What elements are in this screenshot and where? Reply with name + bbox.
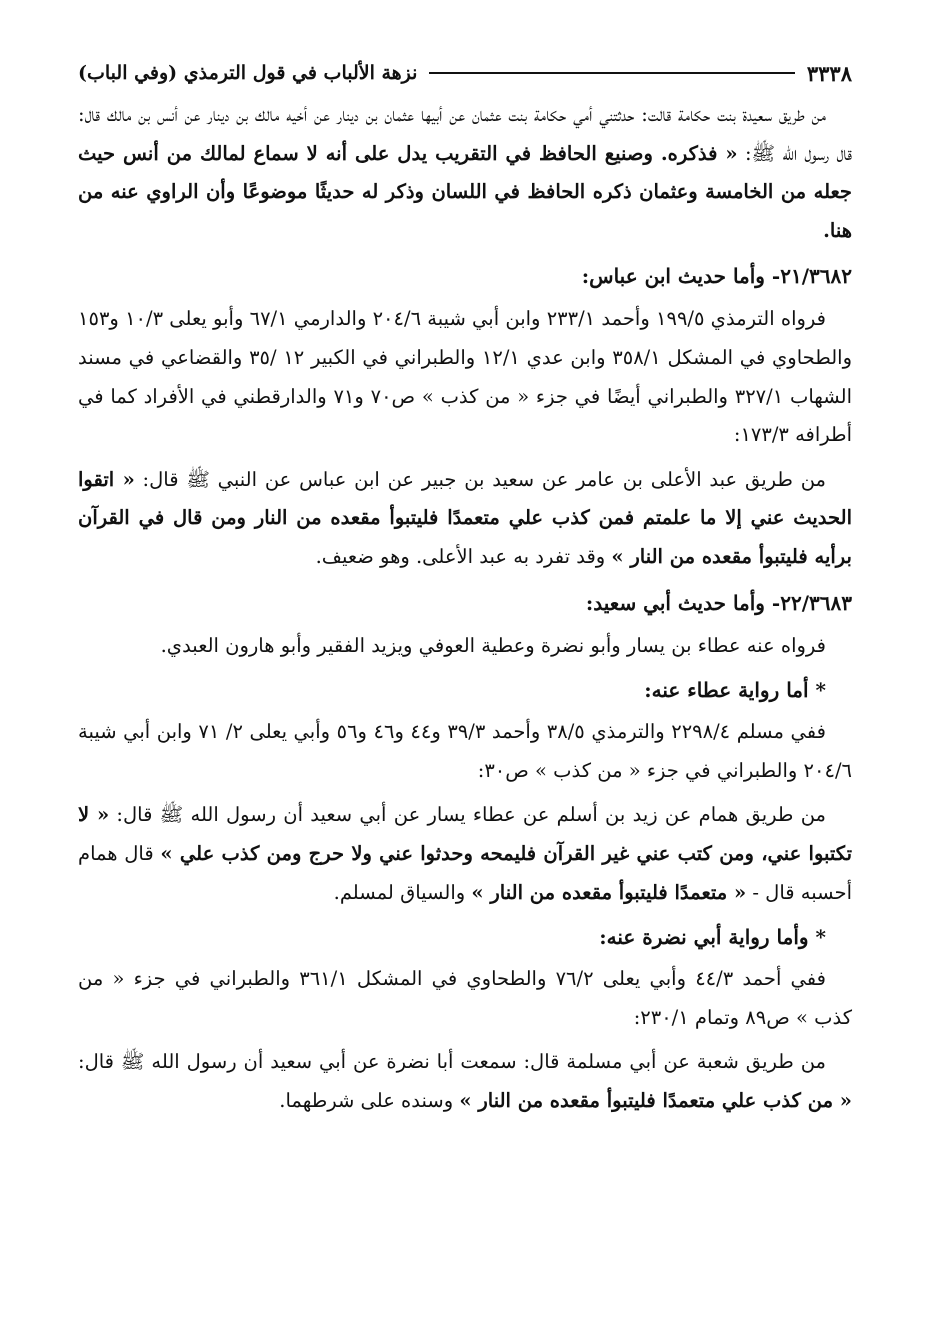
page-number: ٣٣٣٨ <box>806 60 852 86</box>
page <box>78 56 852 1296</box>
paragraph-6 <box>78 796 852 912</box>
paragraph-3-tail: وقد تفرد به عبد الأعلى. وهو ضعيف. <box>315 544 612 568</box>
paragraph-8-quote: « من كذب علي متعمدًا فليتبوأ مقعده من النار » <box>459 1088 852 1112</box>
paragraph-3 <box>78 461 852 577</box>
paragraph-5: ففي مسلم ٢٢٩٨/٤ والترمذي ٣٨/٥ وأحمد ٣٩/٣ و٤٤ و٤٦ و٥٦ وأبي يعلى ٢/ ٧١ وابن أبي شيبة ٢٠٤/٦ والطبراني في جزء « من كذب » ص٣٠: <box>78 720 852 782</box>
paragraph-3-text: من طريق عبد الأعلى بن عامر عن سعيد بن جبير عن ابن عباس عن النبي ﷺ قال: <box>142 467 826 491</box>
paragraph-1-text: من طريق سعيدة بنت حكامة قالت: حدثتني أمي حكامة بنت عثمان عن أبيها عثمان بن دينار عن أخيه مالك بن دينار عن أنس بن مالك قال: قال رسول الله ﷺ: <box>78 103 853 165</box>
header-rule <box>429 72 794 74</box>
paragraph-8-text: من طريق شعبة عن أبي مسلمة قال: سمعت أبا نضرة عن أبي سعيد أن رسول الله ﷺ قال: <box>78 1050 826 1074</box>
subheading-abi-nadra: * وأما رواية أبي نضرة عنه: <box>599 925 826 950</box>
subheading-ata: * أما رواية عطاء عنه: <box>644 678 826 703</box>
paragraph-1 <box>78 96 852 250</box>
paragraph-8 <box>78 1043 852 1120</box>
page-body <box>78 96 852 1120</box>
paragraph-6-mid: قال همام أحسبه قال - <box>78 841 852 904</box>
paragraph-4: فرواه عنه عطاء بن يسار وأبو نضرة وعطية العوفي ويزيد الفقير وأبو هارون العبدي. <box>160 633 826 657</box>
paragraph-7: ففي أحمد ٤٤/٣ وأبي يعلى ٧٦/٢ والطحاوي في المشكل ٣٦١/١ والطبراني في جزء « من كذب » ص٨٩ وتمام ٢٣٠/١: <box>78 967 852 1029</box>
heading-abi-said: ٢٢/٣٦٨٣- وأما حديث أبي سعيد: <box>585 590 852 615</box>
paragraph-2: فرواه الترمذي ١٩٩/٥ وأحمد ٢٣٣/١ وابن أبي شيبة ٢٠٤/٦ والدارمي ٦٧/١ وأبو يعلى ١٠/٣ و١٥٣ والطحاوي في المشكل ٣٥٨/١ وابن عدي ١٢/١ والطبراني في الكبير ١٢ /٣٥ والقضاعي في مسند الشهاب ٣٢٧/١ والطبراني أيضًا في جزء « من كذب » ص٧٠ و٧١ والدارقطني في الأفراد كما في أطرافه ١٧٣/٣: <box>78 307 853 447</box>
page-header <box>78 56 852 90</box>
paragraph-6-quote-2: « متعمدًا فليتبوأ مقعده من النار » <box>471 880 747 904</box>
paragraph-6-quote: « لا تكتبوا عني، ومن كتب عني غير القرآن فليمحه وحدثوا عني ولا حرج ومن كذب علي » <box>78 803 853 865</box>
paragraph-1-quote: « فذكره. وصنيع الحافظ في التقريب يدل على أنه لا سماع لمالك من أنس حيث جعله من الخامسة وعثمان ذكره الحافظ في اللسان وذكر له حديثًا موضوعًا وأن الراوي عنه من هنا. <box>78 141 852 242</box>
heading-ibn-abbas: ٢١/٣٦٨٢- وأما حديث ابن عباس: <box>581 264 852 289</box>
paragraph-6-tail: والسياق لمسلم. <box>333 880 472 904</box>
paragraph-6-text: من طريق همام عن زيد بن أسلم عن عطاء يسار عن أبي سعيد أن رسول الله ﷺ قال: <box>116 803 826 827</box>
paragraph-8-tail: وسنده على شرطهما. <box>279 1088 460 1112</box>
running-title: نزهة الألباب في قول الترمذي (وفي الباب) <box>78 62 418 84</box>
paragraph-3-quote: « اتقوا الحديث عني إلا ما علمتم فمن كذب علي متعمدًا فليتبوأ مقعده من النار ومن قال في القرآن برأيه فليتبوأ مقعده من النار » <box>78 467 852 568</box>
